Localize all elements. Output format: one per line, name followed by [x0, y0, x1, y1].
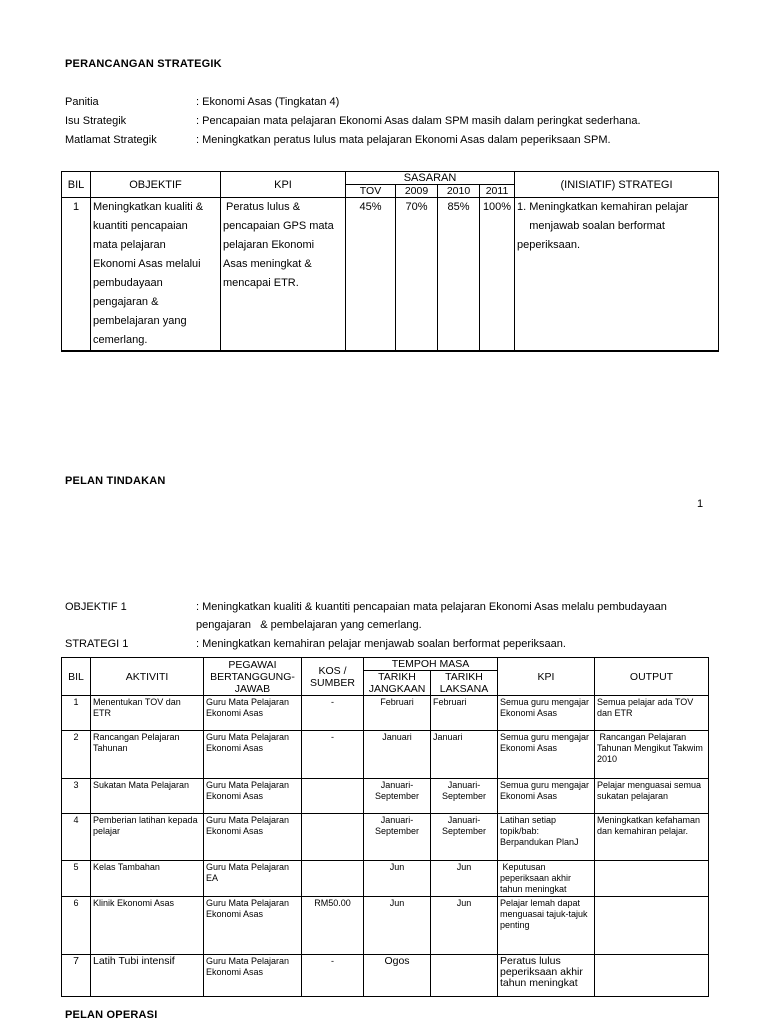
- cell-kpi: Semua guru mengajar Ekonomi Asas: [498, 779, 595, 814]
- pegawai-line: BERTANGGUNG-: [210, 670, 295, 683]
- cell-bil: 3: [62, 779, 91, 814]
- objektif1-value: : Meningkatkan kualiti & kuantiti pencapaian mata pelajaran Ekonomi Asas melalu pembudayaan: [196, 601, 667, 613]
- objektif-line: cemerlang.: [93, 334, 148, 346]
- strategi1-value: : Meningkatkan kemahiran pelajar menjawab soalan berformat peperiksaan.: [196, 638, 566, 650]
- cell-jangkaan: Januari-September: [364, 814, 431, 861]
- section-title-pelan-operasi: PELAN OPERASI: [65, 1009, 158, 1021]
- col-jangkaan: [364, 671, 431, 696]
- kpi-line: Asas meningkat &: [223, 258, 312, 270]
- cell-output: Rancangan Pelajaran Tahunan Mengikut Takwim 2010: [595, 731, 709, 779]
- pegawai-line: JAWAB: [234, 682, 271, 695]
- strategic-table: [61, 171, 719, 352]
- objektif1-value-cont: pengajaran & pembelajaran yang cemerlang.: [196, 619, 422, 631]
- page-number: 1: [697, 498, 704, 510]
- kpi-line: Peratus lulus &: [223, 201, 301, 213]
- cell-bil: 1: [62, 696, 91, 731]
- objektif-line: Ekonomi Asas melalui: [93, 258, 201, 270]
- cell-laksana: [431, 955, 498, 997]
- cell-kos: [302, 861, 364, 897]
- cell-kpi: Peratus lulus peperiksaan akhir tahun meningkat: [498, 955, 595, 997]
- cell-kpi: Semua guru mengajar Ekonomi Asas: [498, 731, 595, 779]
- cell-output: Semua pelajar ada TOV dan ETR: [595, 696, 709, 731]
- table-row: [62, 731, 709, 779]
- cell-output: [595, 897, 709, 955]
- target-tov: 45%: [346, 198, 396, 352]
- cell-kos: -: [302, 955, 364, 997]
- cell-jangkaan: Jun: [364, 861, 431, 897]
- col-laksana: [431, 671, 498, 696]
- cell-aktiviti: Rancangan Pelajaran Tahunan: [91, 731, 204, 779]
- row-strategi: [515, 198, 719, 352]
- cell-output: [595, 861, 709, 897]
- col-tempoh: TEMPOH MASA: [364, 658, 498, 671]
- strategi-line: 1. Meningkatkan kemahiran pelajar: [517, 201, 689, 213]
- cell-laksana: Januari-September: [431, 814, 498, 861]
- row-bil: 1: [62, 198, 91, 352]
- cell-jangkaan: Februari: [364, 696, 431, 731]
- table-row: [62, 955, 709, 997]
- table-row: [62, 897, 709, 955]
- cell-output: Meningkatkan kefahaman dan kemahiran pelajar.: [595, 814, 709, 861]
- col-kpi: KPI: [221, 172, 346, 198]
- laksana-line: LAKSANA: [439, 683, 489, 695]
- table-row: [62, 861, 709, 897]
- kos-line: SUMBER: [310, 676, 355, 689]
- isu-strategik-value: : Pencapaian mata pelajaran Ekonomi Asas dalam SPM masih dalam peringkat sederhana.: [196, 115, 641, 127]
- cell-bil: 2: [62, 731, 91, 779]
- cell-jangkaan: Ogos: [364, 955, 431, 997]
- cell-kpi: Semua guru mengajar Ekonomi Asas: [498, 696, 595, 731]
- target-2011: 100%: [480, 198, 515, 352]
- objektif-line: kuantiti pencapaian: [93, 220, 188, 232]
- objektif-line: Meningkatkan kualiti &: [93, 201, 204, 213]
- col-output: OUTPUT: [595, 658, 709, 696]
- table-row: [62, 779, 709, 814]
- col-strategi: (INISIATIF) STRATEGI: [515, 172, 719, 198]
- cell-jangkaan: Januari-September: [364, 779, 431, 814]
- cell-pegawai: Guru Mata Pelajaran Ekonomi Asas: [204, 897, 302, 955]
- jangkaan-line: JANGKAAN: [368, 683, 426, 695]
- cell-output: Pelajar menguasai semua sukatan pelajaran: [595, 779, 709, 814]
- cell-aktiviti: Kelas Tambahan: [91, 861, 204, 897]
- cell-kpi: Pelajar lemah dapat menguasai tajuk-tajuk penting: [498, 897, 595, 955]
- cell-bil: 6: [62, 897, 91, 955]
- cell-kos: RM50.00: [302, 897, 364, 955]
- col-year-2010: 2010: [438, 185, 480, 198]
- cell-kos: [302, 779, 364, 814]
- cell-bil: 4: [62, 814, 91, 861]
- objektif-line: pembelajaran yang: [93, 315, 187, 327]
- col-bil: BIL: [62, 172, 91, 198]
- section-title-pelan-tindakan: PELAN TINDAKAN: [65, 475, 166, 487]
- cell-aktiviti: Latih Tubi intensif: [91, 955, 204, 997]
- cell-kpi: Latihan setiap topik/bab: Berpandukan PlanJ: [498, 814, 595, 861]
- col-kos: [302, 658, 364, 696]
- table-row: [62, 696, 709, 731]
- objektif-line: pengajaran &: [93, 296, 159, 308]
- matlamat-label: Matlamat Strategik: [65, 134, 157, 146]
- col-aktiviti: AKTIVITI: [91, 658, 204, 696]
- section-title-perancangan: PERANCANGAN STRATEGIK: [65, 58, 222, 70]
- kpi-line: pelajaran Ekonomi: [223, 239, 315, 251]
- cell-laksana: Januari-September: [431, 779, 498, 814]
- cell-aktiviti: Klinik Ekonomi Asas: [91, 897, 204, 955]
- cell-laksana: Jun: [431, 861, 498, 897]
- cell-jangkaan: Januari: [364, 731, 431, 779]
- col-kpi: KPI: [498, 658, 595, 696]
- cell-laksana: Jun: [431, 897, 498, 955]
- cell-pegawai: Guru Mata Pelajaran Ekonomi Asas: [204, 779, 302, 814]
- panitia-value: : Ekonomi Asas (Tingkatan 4): [196, 96, 340, 108]
- row-kpi: [221, 198, 346, 352]
- cell-pegawai: Guru Mata Pelajaran Ekonomi Asas: [204, 696, 302, 731]
- cell-aktiviti: Pemberian latihan kepada pelajar: [91, 814, 204, 861]
- table-row: [62, 814, 709, 861]
- jangkaan-line: TARIKH: [378, 671, 416, 683]
- strategi1-label: STRATEGI 1: [65, 638, 129, 650]
- strategi-line: peperiksaan.: [517, 239, 581, 251]
- cell-kpi: Keputusan peperiksaan akhir tahun meningkat: [498, 861, 595, 897]
- target-2010: 85%: [438, 198, 480, 352]
- kpi-line: pencapaian GPS mata: [223, 220, 334, 232]
- cell-aktiviti: Menentukan TOV dan ETR: [91, 696, 204, 731]
- col-year-2011: 2011: [480, 185, 515, 198]
- col-year-tov: TOV: [346, 185, 396, 198]
- action-plan-table: [61, 657, 709, 997]
- objektif1-label: OBJEKTIF 1: [65, 601, 127, 613]
- cell-bil: 5: [62, 861, 91, 897]
- cell-kos: -: [302, 731, 364, 779]
- kos-line: KOS /: [318, 664, 347, 677]
- col-year-2009: 2009: [396, 185, 438, 198]
- cell-laksana: Januari: [431, 731, 498, 779]
- laksana-line: TARIKH: [445, 671, 483, 683]
- objektif-line: mata pelajaran: [93, 239, 166, 251]
- isu-strategik-label: Isu Strategik: [65, 115, 127, 127]
- cell-bil: 7: [62, 955, 91, 997]
- cell-kos: -: [302, 696, 364, 731]
- objektif-line: pembudayaan: [93, 277, 163, 289]
- cell-kos: [302, 814, 364, 861]
- cell-pegawai: Guru Mata Pelajaran EA: [204, 861, 302, 897]
- col-bil: BIL: [62, 658, 91, 696]
- pegawai-line: PEGAWAI: [228, 658, 277, 671]
- cell-pegawai: Guru Mata Pelajaran Ekonomi Asas: [204, 814, 302, 861]
- panitia-label: Panitia: [65, 96, 99, 108]
- kpi-line: mencapai ETR.: [223, 277, 299, 289]
- cell-aktiviti: Sukatan Mata Pelajaran: [91, 779, 204, 814]
- target-2009: 70%: [396, 198, 438, 352]
- col-objektif: OBJEKTIF: [91, 172, 221, 198]
- col-sasaran: SASARAN: [346, 172, 515, 185]
- cell-pegawai: Guru Mata Pelajaran Ekonomi Asas: [204, 731, 302, 779]
- strategi-line: menjawab soalan berformat: [517, 220, 665, 232]
- col-pegawai: [204, 658, 302, 696]
- cell-output: [595, 955, 709, 997]
- table-row: [62, 198, 719, 352]
- cell-laksana: Februari: [431, 696, 498, 731]
- cell-jangkaan: Jun: [364, 897, 431, 955]
- row-objektif: [91, 198, 221, 352]
- matlamat-value: : Meningkatkan peratus lulus mata pelajaran Ekonomi Asas dalam peperiksaan SPM.: [196, 134, 611, 146]
- cell-pegawai: Guru Mata Pelajaran Ekonomi Asas: [204, 955, 302, 997]
